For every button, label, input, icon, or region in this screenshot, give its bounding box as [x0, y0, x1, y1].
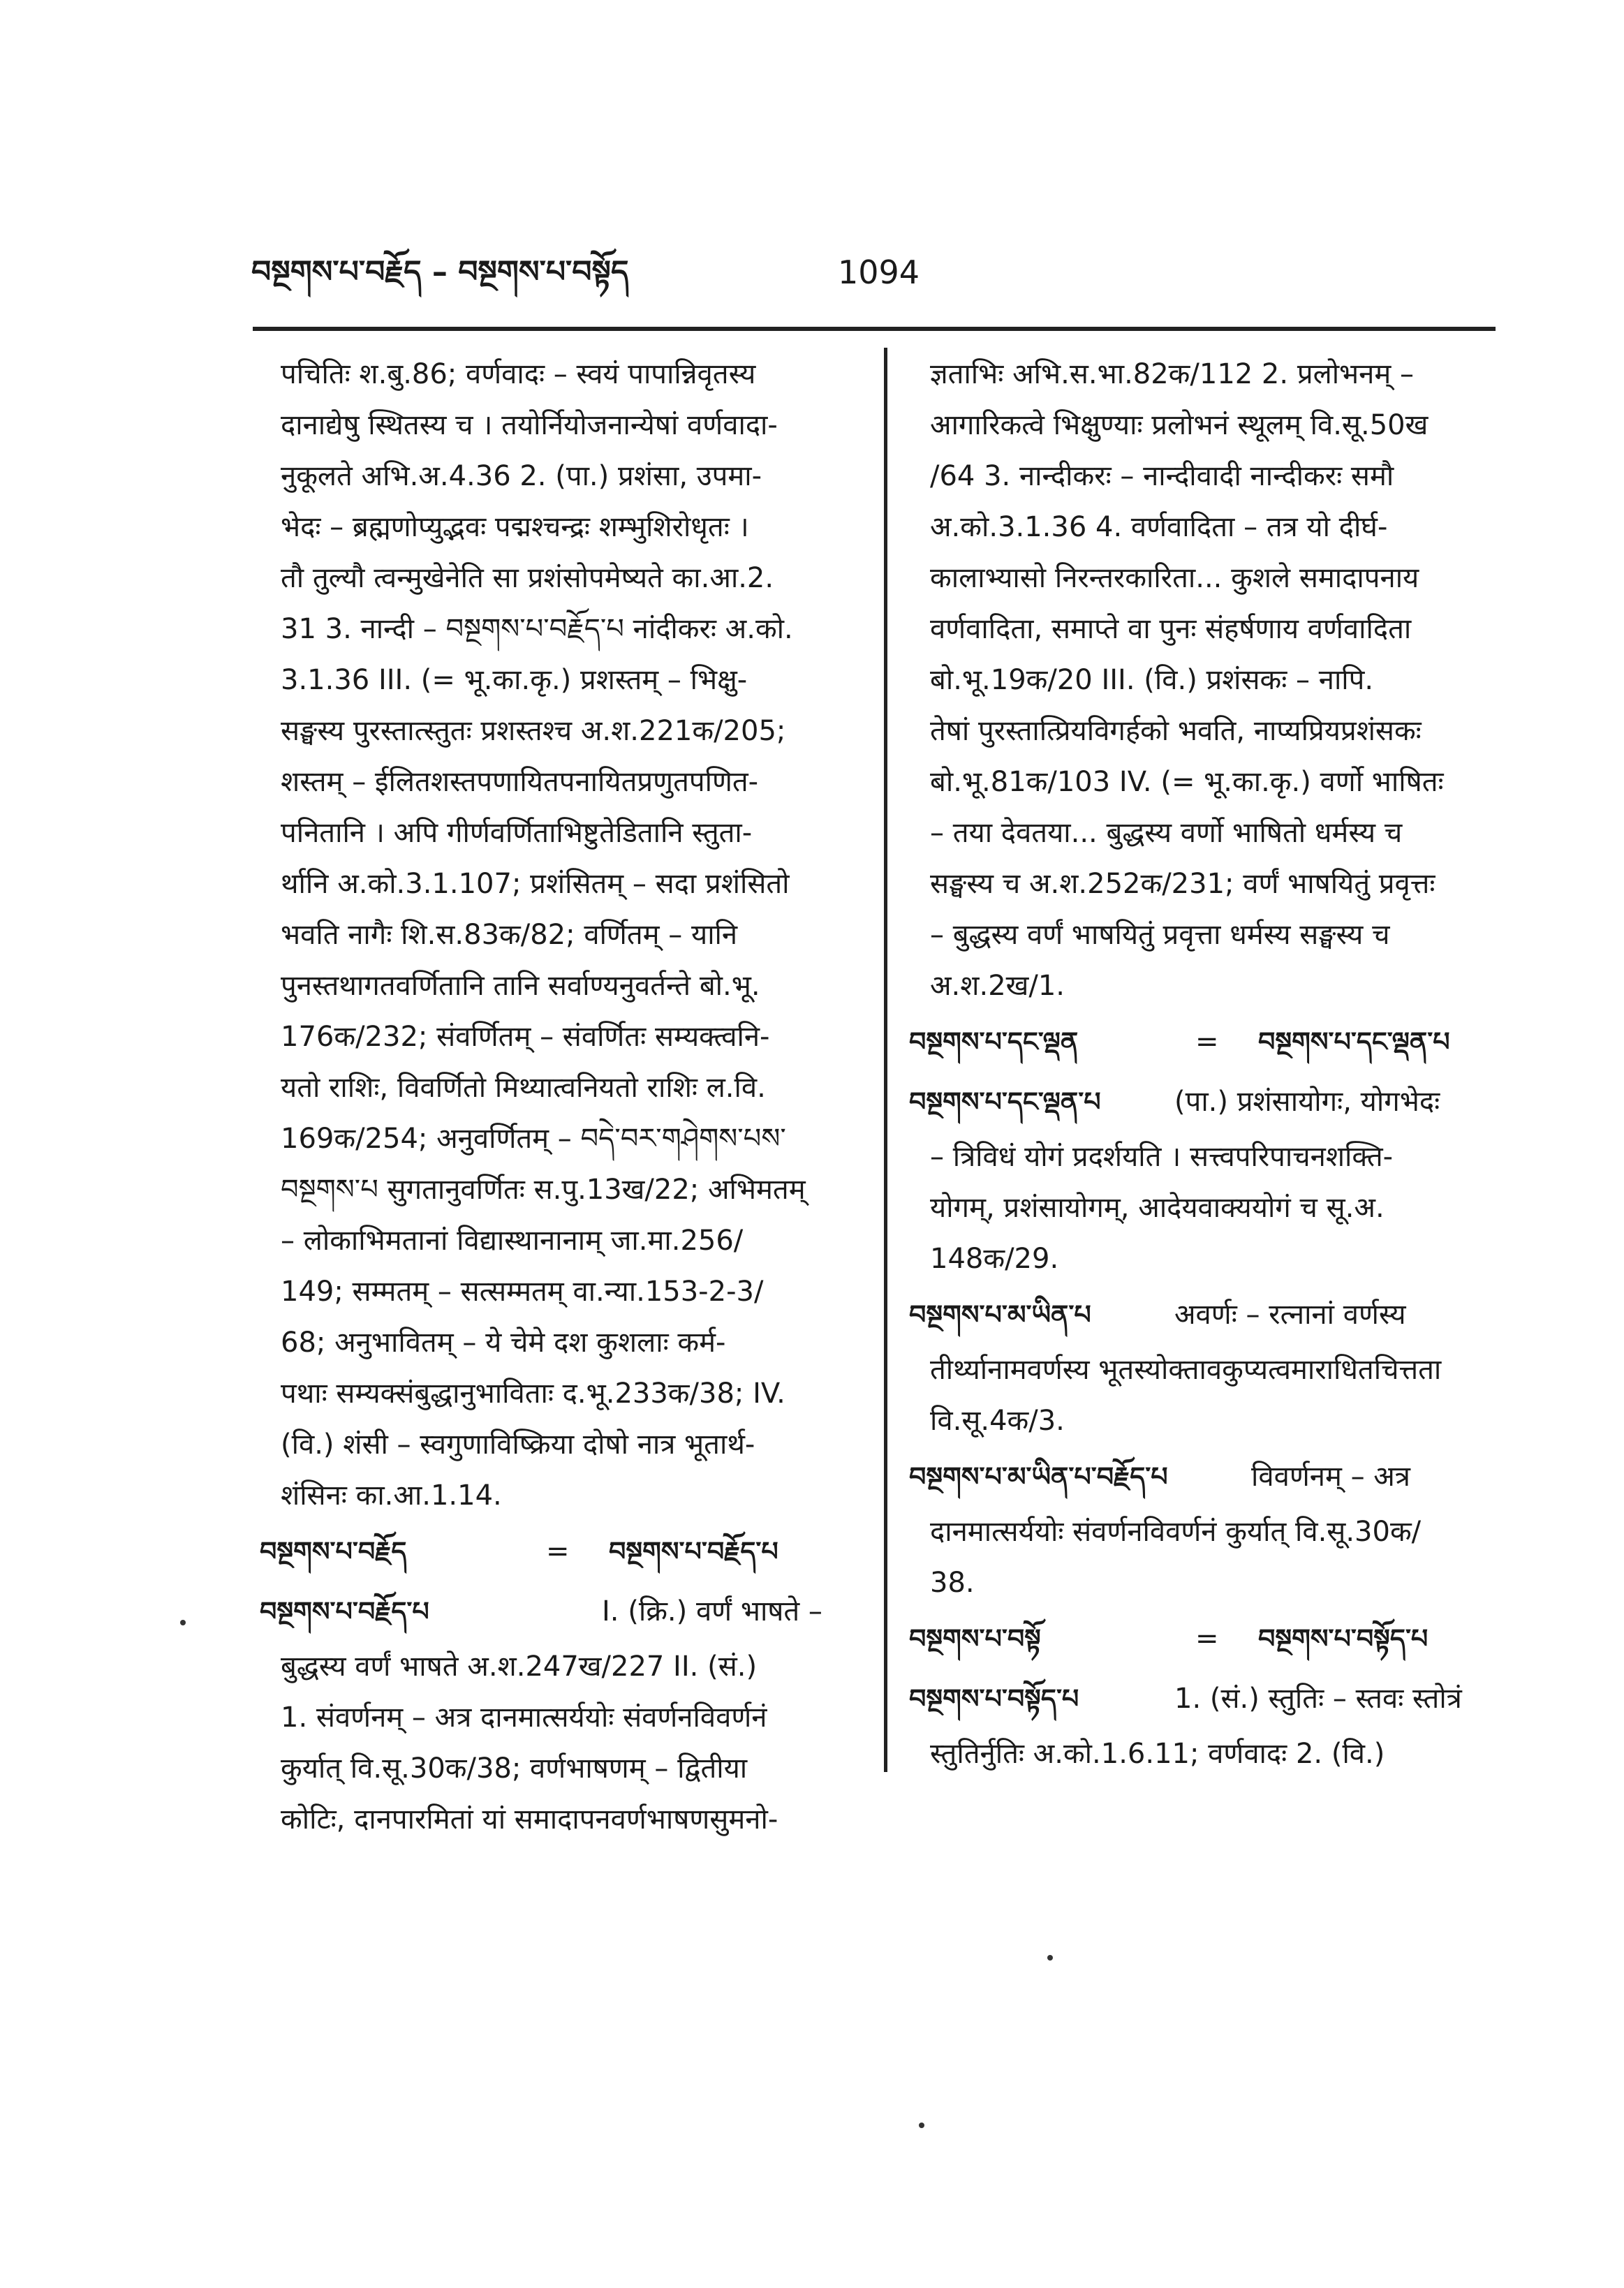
- entry-first-line: (पा.) प्रशंसायोगः, योगभेदः: [1174, 1086, 1440, 1118]
- entry-first-line: I. (क्रि.) वर्णं भाषते –: [602, 1595, 822, 1628]
- text-line: 149; सम्मतम् – सत्सम्मतम् वा.न्या.153-2-3/: [281, 1276, 764, 1308]
- left-para-continuation: [260, 349, 867, 1521]
- text-line: तेषां पुरस्तात्प्रियविगर्हको भवति, नाप्यप्रियप्रशंसकः: [930, 715, 1422, 747]
- text-line: – बुद्धस्य वर्णं भाषयितुं प्रवृत्ता धर्मस्य सङ्घस्य च: [930, 919, 1390, 951]
- entry-first-line: विवर्णनम् – अत्र: [1251, 1461, 1410, 1493]
- scan-speck: [919, 2123, 924, 2128]
- text-line: शंसिनः का.आ.1.14.: [281, 1479, 502, 1512]
- text-line: བསྔགས་པ सुगतानुवर्णितः स.पु.13ख/22; अभिमतम्: [281, 1174, 806, 1206]
- text-line: 31 3. नान्दी – བསྔགས་པ་བརྗོད་པ नांदीकरः अ.को.: [281, 613, 793, 645]
- text-line: 68; अनुभावितम् – ये चेमे दश कुशलाः कर्म-: [281, 1327, 726, 1359]
- entry-first-line: 1. (सं.) स्तुतिः – स्तवः स्तोत्रं: [1174, 1683, 1462, 1715]
- text-line: पचितिः श.बु.86; वर्णवादः – स्वयं पापान्निवृतस्य: [281, 358, 756, 390]
- text-line: सङ्घस्य पुरस्तात्स्तुतः प्रशस्तश्च अ.श.221क/205;: [281, 715, 786, 747]
- running-header: [251, 248, 1508, 297]
- text-line: कोटिः, दानपारमितां यां समादापनवर्णभाषणसुमनो-: [281, 1803, 778, 1836]
- tibetan-headword: བསྔགས་པ་བརྗོད་པ: [260, 1596, 429, 1627]
- entry-headword-line: [909, 1609, 1509, 1669]
- scan-speck: [1047, 1955, 1053, 1961]
- tibetan-headword: བསྔགས་པ་བསྟོད་པ: [909, 1683, 1079, 1714]
- tibetan-headword: བསྔགས་པ་མ་ཡིན་པ་བརྗོད་པ: [909, 1461, 1168, 1492]
- right-para-continuation: [909, 349, 1509, 1012]
- entry-headword-line: [909, 1447, 1509, 1507]
- entry-headword-line: [260, 1521, 867, 1581]
- right-column: [909, 349, 1509, 1780]
- text-line: यतो राशिः, विवर्णितो मिथ्यात्वनियतो राशिः ल.वि.: [281, 1072, 766, 1104]
- column-divider: [884, 348, 887, 1772]
- text-line: भेदः – ब्रह्मणोप्युद्भवः पद्मश्चन्द्रः शम्भुशिरोधृतः ।: [281, 511, 749, 543]
- tibetan-headword: བསྔགས་པ་དང་ལྡན: [909, 1026, 1079, 1057]
- text-line: र्थानि अ.को.3.1.107; प्रशंसितम् – सदा प्रशंसितो: [281, 868, 790, 900]
- text-line: वि.सू.4क/3.: [930, 1405, 1065, 1437]
- header-headword-range: བསྔགས་པ་བརྗོད – བསྔགས་པ་བསྟོད: [251, 254, 629, 290]
- scan-speck: [180, 1620, 186, 1625]
- entry-headword-line: [909, 1012, 1509, 1072]
- text-line: पुनस्तथागतवर्णितानि तानि सर्वाण्यनुवर्तन्ते बो.भू.: [281, 970, 760, 1002]
- equals-sign: =: [546, 1535, 570, 1567]
- text-line: वर्णवादिता, समाप्ते वा पुनः संहर्षणाय वर्णवादिता: [930, 613, 1412, 645]
- page-number: 1094: [838, 253, 920, 291]
- equals-sign: =: [1195, 1623, 1219, 1655]
- text-line: पनितानि । अपि गीर्णवर्णिताभिष्टुतेडितानि स्तुता-: [281, 817, 753, 849]
- text-line: 169क/254; अनुवर्णितम् – བདེ་བར་གཤེགས་པས་: [281, 1123, 786, 1155]
- text-line: /64 3. नान्दीकरः – नान्दीवादी नान्दीकरः समौ: [930, 460, 1394, 492]
- text-line: स्तुतिर्नुतिः अ.को.1.6.11; वर्णवादः 2. (वि.): [930, 1738, 1385, 1770]
- text-line: 148क/29.: [930, 1243, 1059, 1275]
- text-line: योगम्, प्रशंसायोगम्, आदेयवाक्ययोगं च सू.अ.: [930, 1192, 1385, 1224]
- text-line: बुद्धस्य वर्णं भाषते अ.श.247ख/227 II. (सं.): [281, 1651, 758, 1683]
- text-line: तौ तुल्यौ त्वन्मुखेनेति सा प्रशंसोपमेष्यते का.आ.2.: [281, 562, 774, 594]
- text-line: अ.को.3.1.36 4. वर्णवादिता – तत्र यो दीर्घ-: [930, 511, 1388, 543]
- equals-sign: =: [1195, 1026, 1219, 1058]
- text-line: अ.श.2ख/1.: [930, 970, 1065, 1002]
- entry-headword-line: [260, 1581, 867, 1641]
- tibetan-headword: བསྔགས་པ་མ་ཡིན་པ: [909, 1299, 1091, 1330]
- text-line: आगारिकत्वे भिक्षुण्याः प्रलोभनं स्थूलम् वि.सू.50ख: [930, 409, 1429, 441]
- text-line: तीर्थ्यानामवर्णस्य भूतस्योक्तावकुप्यत्वमाराधितचित्तता: [930, 1354, 1442, 1386]
- text-line: नुकूलते अभि.अ.4.36 2. (पा.) प्रशंसा, उपमा-: [281, 460, 762, 492]
- text-line: 176क/232; संवर्णितम् – संवर्णितः सम्यक्त्वनि-: [281, 1021, 770, 1053]
- entry-headword-line: [909, 1669, 1509, 1729]
- entry-first-line: अवर्णः – रत्नानां वर्णस्य: [1174, 1299, 1406, 1331]
- left-column: [260, 349, 867, 1845]
- text-line: 1. संवर्णनम् – अत्र दानमात्सर्ययोः संवर्णनविवर्णनं: [281, 1702, 767, 1734]
- text-line: कालाभ्यासो निरन्तरकारिता... कुशले समादापनाय: [930, 562, 1419, 594]
- text-line: – त्रिविधं योगं प्रदर्शयति । सत्त्वपरिपाचनशक्ति-: [930, 1141, 1394, 1173]
- entry-headword-line: [909, 1285, 1509, 1345]
- text-line: 3.1.36 III. (= भू.का.कृ.) प्रशस्तम् – भिक्षु-: [281, 664, 748, 696]
- text-line: शस्तम् – ईलितशस्तपणायितपनायितप्रणुतपणित-: [281, 766, 759, 798]
- text-line: बो.भू.81क/103 IV. (= भू.का.कृ.) वर्णो भाषितः: [930, 766, 1444, 798]
- text-line: – लोकाभिमतानां विद्यास्थानानाम् जा.मा.256/: [281, 1225, 744, 1257]
- text-line: दानमात्सर्ययोः संवर्णनविवर्णनं कुर्यात् वि.सू.30क/: [930, 1516, 1422, 1548]
- text-line: पथाः सम्यक्संबुद्धानुभाविताः द.भू.233क/38; IV.: [281, 1378, 785, 1410]
- text-line: बो.भू.19क/20 III. (वि.) प्रशंसकः – नापि.: [930, 664, 1374, 696]
- cross-reference: བསྔགས་པ་དང་ལྡན་པ: [1258, 1026, 1450, 1057]
- entry-headword-line: [909, 1072, 1509, 1132]
- text-line: 38.: [930, 1567, 975, 1599]
- cross-reference: བསྔགས་པ་བསྟོད་པ: [1258, 1623, 1429, 1654]
- text-line: ज्ञताभिः अभि.स.भा.82क/112 2. प्रलोभनम् –: [930, 358, 1415, 390]
- text-line: भवति नागैः शि.स.83क/82; वर्णितम् – यानि: [281, 919, 738, 951]
- tibetan-headword: བསྔགས་པ་དང་ལྡན་པ: [909, 1086, 1101, 1117]
- text-line: सङ्घस्य च अ.श.252क/231; वर्णं भाषयितुं प्रवृत्तः: [930, 868, 1435, 900]
- text-line: – तया देवतया... बुद्धस्य वर्णो भाषितो धर्मस्य च: [930, 817, 1403, 849]
- header-rule: [253, 327, 1496, 331]
- text-line: दानाद्येषु स्थितस्य च । तयोर्नियोजनान्येषां वर्णवादा-: [281, 409, 778, 441]
- text-line: कुर्यात् वि.सू.30क/38; वर्णभाषणम् – द्वितीया: [281, 1752, 748, 1785]
- tibetan-headword: བསྔགས་པ་བསྟོ: [909, 1623, 1041, 1654]
- text-line: (वि.) शंसी – स्वगुणाविष्क्रिया दोषो नात्र भूतार्थ-: [281, 1429, 755, 1461]
- cross-reference: བསྔགས་པ་བརྗོད་པ: [609, 1536, 778, 1567]
- tibetan-headword: བསྔགས་པ་བརྗོད: [260, 1536, 407, 1567]
